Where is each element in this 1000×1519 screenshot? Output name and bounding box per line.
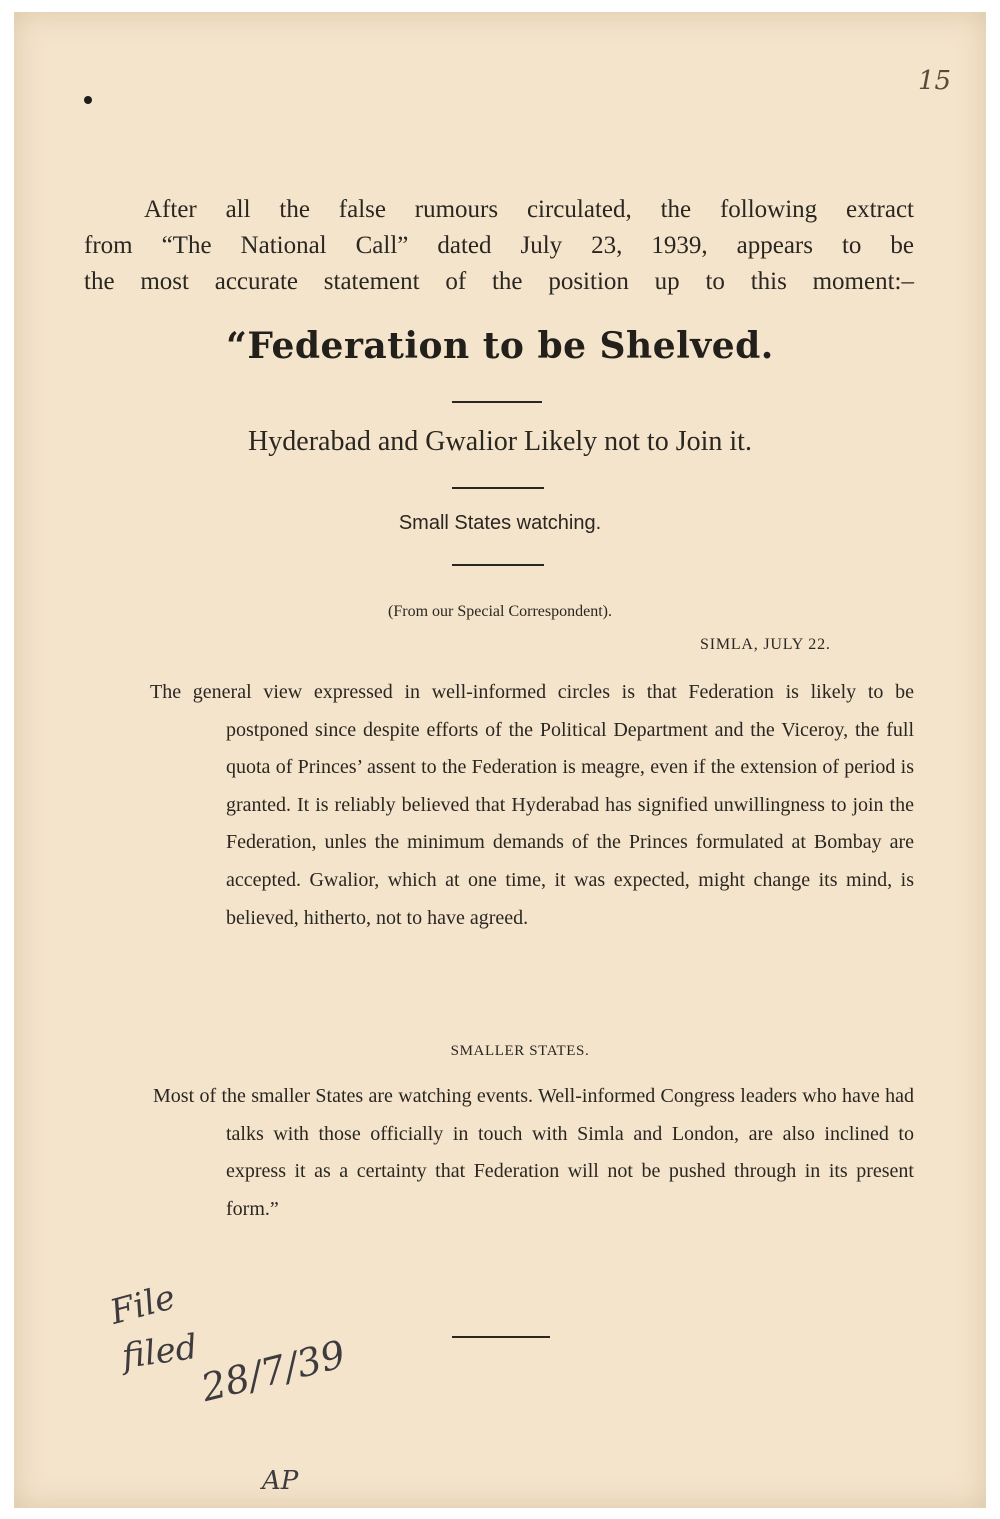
subheadline: Hyderabad and Gwalior Likely not to Join it. xyxy=(248,426,752,457)
page-number: 15 xyxy=(918,66,952,96)
ink-dot xyxy=(84,96,92,104)
handwritten-note: filed xyxy=(119,1326,200,1378)
headline: “Federation to be Shelved. xyxy=(226,325,774,367)
subheadline-small-states: Small States watching. xyxy=(398,512,602,534)
article-paragraph: The general view expressed in well-informed circles is that Federation is likely to be postponed since despite efforts of the Political Department and the Viceroy, the full quota of Princes’ assent to the Federation is meagre, even if the extension of period is granted. It is reliably believed that Hyderabad has signified unwillingness to join the Federation, unles the minimum demands of the Princes formulated at Bombay are accepted. Gwalior, which at one time, it was expected, might change its mind, is believed, hitherto, not to have agreed. xyxy=(150,681,914,929)
byline: (From our Special Correspondent). xyxy=(388,603,612,620)
end-divider xyxy=(452,1336,550,1338)
intro-line: the most accurate statement of the position up to this moment:– xyxy=(84,268,914,295)
handwritten-note: File xyxy=(105,1277,180,1333)
article-paragraph: Most of the smaller States are watching events. Well-informed Congress leaders who have had talks with those officially in touch with Simla and London, are also inclined to express it as a certainty that Federation will not be pushed through in its present form.” xyxy=(153,1085,914,1220)
intro-line: After all the false rumours circulated, the following extract xyxy=(144,196,914,223)
divider xyxy=(452,401,542,403)
intro-line: from “The National Call” dated July 23, 1939, appears to be xyxy=(84,232,914,259)
divider xyxy=(452,564,544,566)
section-heading: SMALLER STATES. xyxy=(450,1043,590,1059)
divider xyxy=(452,487,544,489)
handwritten-date: 28/7/39 xyxy=(196,1331,350,1411)
handwritten-initials: AP xyxy=(262,1466,299,1496)
intro-text xyxy=(84,192,914,300)
dateline: SIMLA, JULY 22. xyxy=(700,636,831,653)
